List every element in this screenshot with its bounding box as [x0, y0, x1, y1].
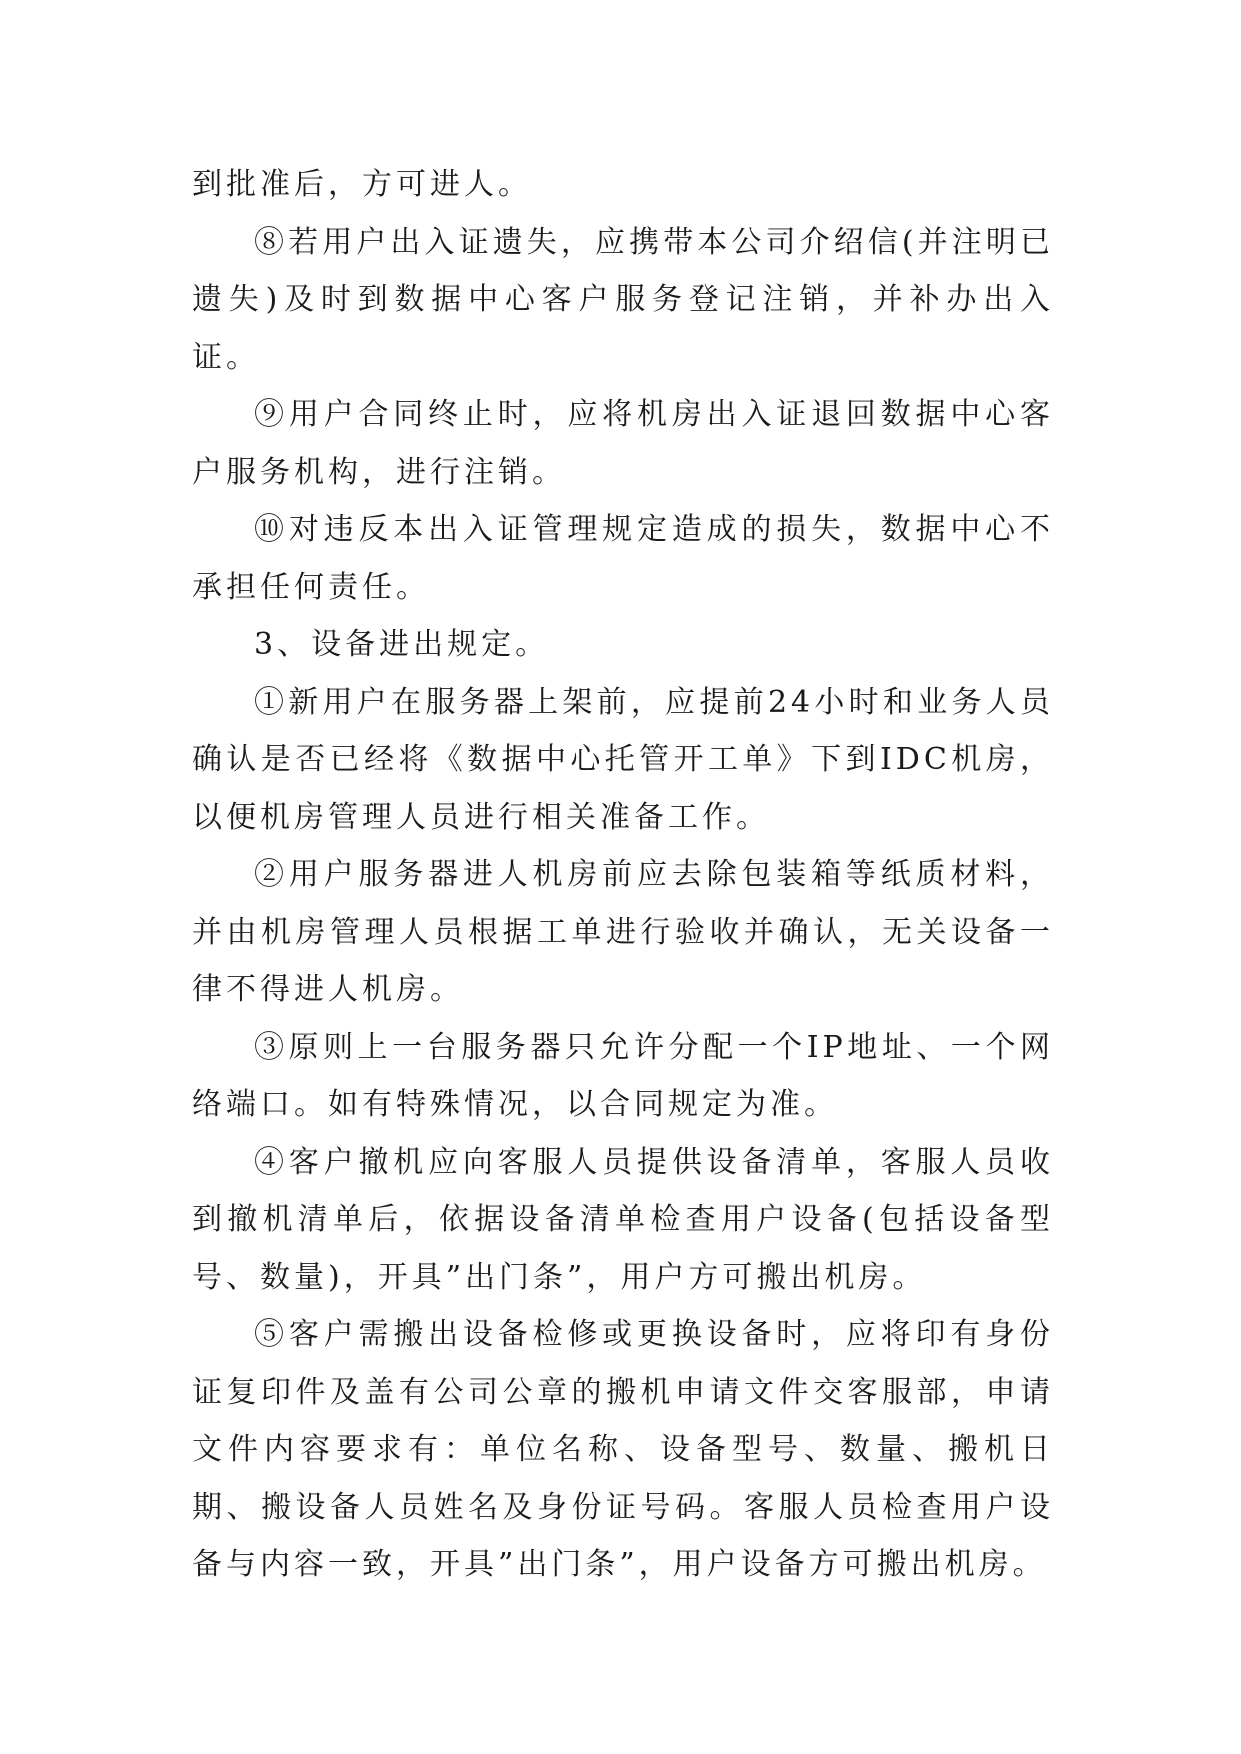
paragraph-rule-5: ⑤客户需搬出设备检修或更换设备时，应将印有身份证复印件及盖有公司公章的搬机申请文件交客服部，申请文件内容要求有：单位名称、设备型号、数量、搬机日期、搬设备人员姓名及身份证号码。客服人员检查用户设备与内容一致，开具”出门条”，用户设备方可搬出机房。: [192, 1317, 1054, 1582]
paragraph-item-9: ⑨用户合同终止时，应将机房出入证退回数据中心客户服务机构，进行注销。: [192, 397, 1054, 490]
paragraph-rule-2: ②用户服务器进人机房前应去除包装箱等纸质材料，并由机房管理人员根据工单进行验收并确认，无关设备一律不得进人机房。: [192, 857, 1054, 1007]
paragraph-rule-3: ③原则上一台服务器只允许分配一个IP地址、一个网络端口。如有特殊情况，以合同规定为准。: [192, 1029, 1054, 1122]
paragraph-continuation: 到批准后，方可进人。: [192, 167, 532, 202]
paragraph-rule-4: ④客户撤机应向客服人员提供设备清单，客服人员收到撤机清单后，依据设备清单检查用户设备(包括设备型号、数量)，开具”出门条”，用户方可搬出机房。: [192, 1144, 1054, 1295]
paragraph-item-8: ⑧若用户出入证遗失，应携带本公司介绍信(并注明已遗失)及时到数据中心客户服务登记注销，并补办出入证。: [192, 224, 1054, 375]
paragraph-rule-1: ①新用户在服务器上架前，应提前24小时和业务人员确认是否已经将《数据中心托管开工单》下到IDC机房，以便机房管理人员进行相关准备工作。: [192, 684, 1054, 835]
paragraph-item-10: ⑩对违反本出入证管理规定造成的损失，数据中心不承担任何责任。: [192, 512, 1054, 605]
document-body: [192, 156, 1054, 1594]
section-heading-equipment: 3、设备进出规定。: [254, 627, 550, 662]
